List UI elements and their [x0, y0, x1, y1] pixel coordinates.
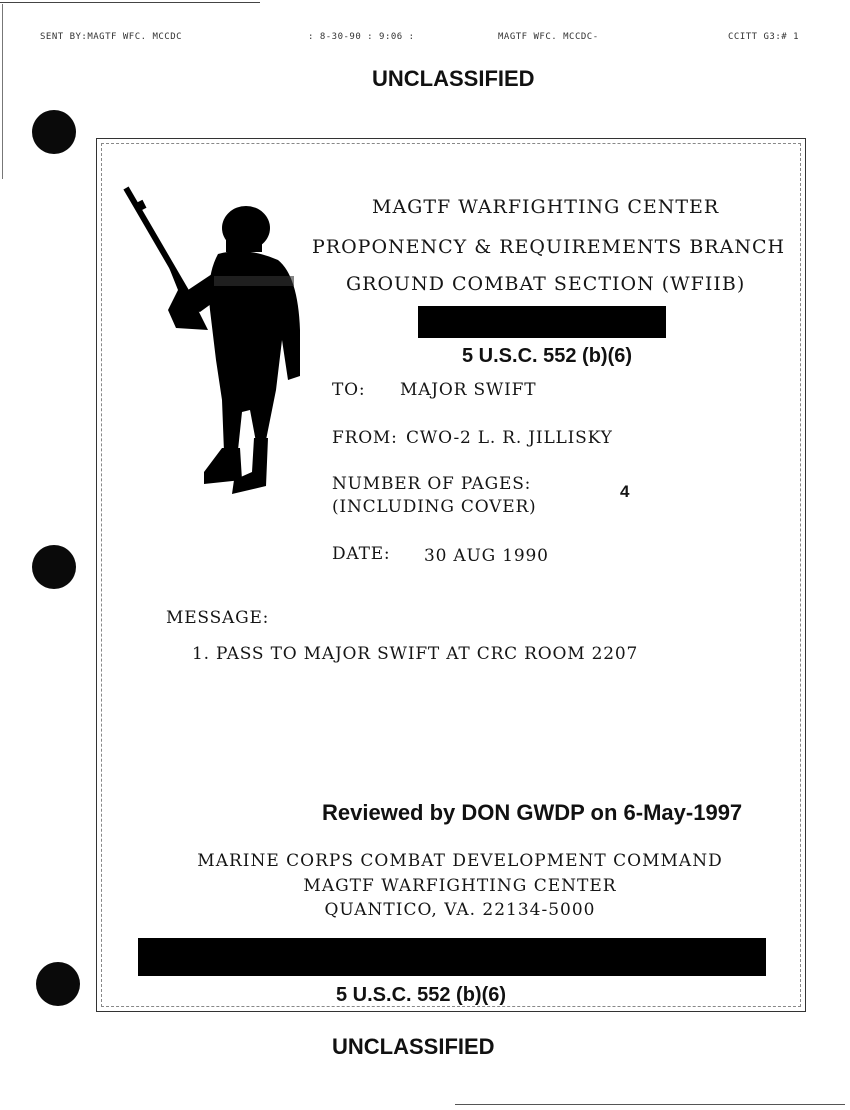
- exemption-label-lower: 5 U.S.C. 552 (b)(6): [336, 984, 507, 1006]
- classification-bottom: UNCLASSIFIED: [332, 1034, 495, 1059]
- to-label: TO:: [332, 380, 366, 400]
- left-boot: [204, 448, 242, 484]
- punch-hole-top: [32, 110, 76, 154]
- from-label: FROM:: [332, 428, 398, 448]
- fax-date-time: : 8-30-90 : 9:06 :: [308, 32, 415, 42]
- to-value: MAJOR SWIFT: [400, 380, 537, 400]
- punch-hole-bottom: [36, 962, 80, 1006]
- punch-hole-middle: [32, 545, 76, 589]
- exemption-label-upper: 5 U.S.C. 552 (b)(6): [462, 345, 633, 367]
- review-stamp: Reviewed by DON GWDP on 6-May-1997: [322, 800, 743, 825]
- footer-command: MARINE CORPS COMBAT DEVELOPMENT COMMAND: [197, 851, 723, 871]
- fax-sender: MAGTF WFC. MCCDC-: [498, 32, 599, 42]
- letterhead-section: GROUND COMBAT SECTION (WFIIB): [346, 273, 746, 295]
- pages-label-note: (INCLUDING COVER): [332, 497, 537, 517]
- footer-center: MAGTF WARFIGHTING CENTER: [303, 876, 617, 896]
- pages-value: 4: [620, 482, 631, 501]
- fax-sent-by: SENT BY:MAGTF WFC. MCCDC: [40, 32, 183, 42]
- footer-address: QUANTICO, VA. 22134-5000: [324, 900, 596, 920]
- redaction-box-upper: [418, 306, 666, 338]
- redaction-box-lower: [138, 938, 766, 976]
- scan-edge-left: [2, 4, 3, 179]
- scan-edge-top: [0, 2, 260, 3]
- message-item: 1. PASS TO MAJOR SWIFT AT CRC ROOM 2207: [192, 644, 639, 664]
- letterhead-center: MAGTF WARFIGHTING CENTER: [372, 196, 720, 218]
- date-value: 30 AUG 1990: [424, 546, 549, 566]
- pages-label: NUMBER OF PAGES:: [332, 474, 532, 494]
- letterhead-branch: PROPONENCY & REQUIREMENTS BRANCH: [312, 236, 786, 258]
- fax-header: [40, 32, 840, 50]
- from-value: CWO-2 L. R. JILLISKY: [406, 428, 613, 448]
- classification-top: UNCLASSIFIED: [372, 66, 535, 91]
- rifle-sight: [138, 202, 142, 210]
- date-label: DATE:: [332, 544, 391, 564]
- scan-edge-bottom: [455, 1104, 845, 1105]
- marine-silhouette-image: [118, 180, 318, 500]
- fax-receiver: CCITT G3:# 1: [728, 32, 800, 42]
- message-label: MESSAGE:: [166, 608, 270, 628]
